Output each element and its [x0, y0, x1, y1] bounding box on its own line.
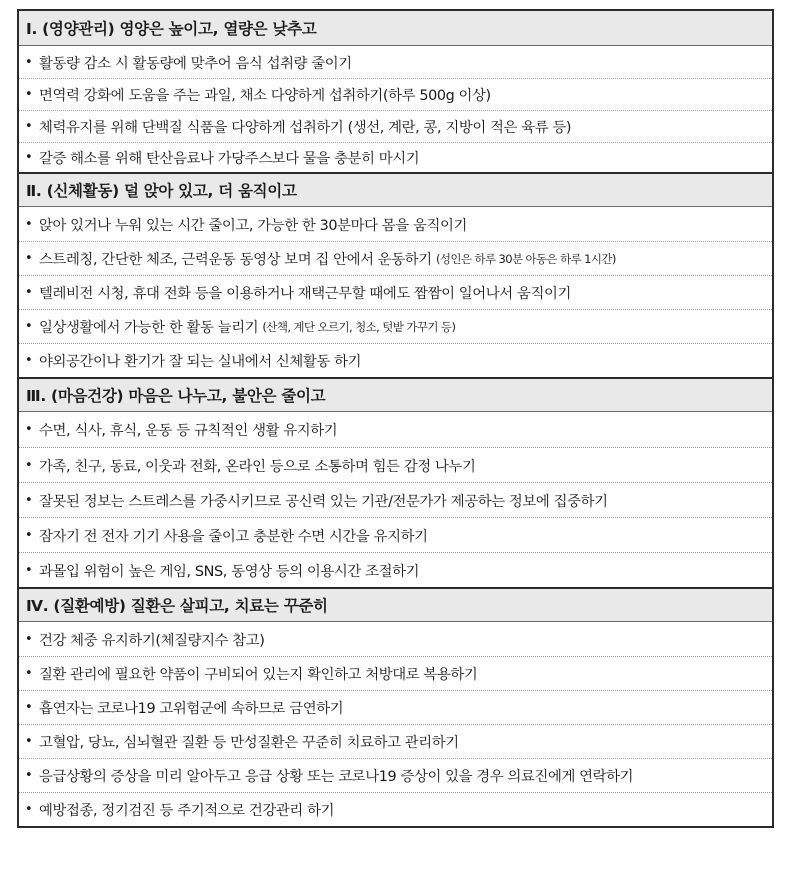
bullet-icon: •	[25, 700, 33, 715]
list-item: • 갈증 해소를 위해 탄산음료나 가당주스보다 물을 충분히 마시기	[19, 142, 772, 172]
section-title: Ⅱ. (신체활동) 덜 앉아 있고, 더 움직이고	[19, 172, 772, 207]
bullet-icon: •	[25, 353, 33, 368]
section-mental-health	[19, 377, 772, 587]
bullet-icon: •	[25, 119, 33, 134]
list-item: • 응급상황의 증상을 미리 알아두고 응급 상황 또는 코로나19 증상이 있을 경우 의료진에게 연락하기	[19, 758, 772, 792]
list-item: • 텔레비전 시청, 휴대 전화 등을 이용하거나 재택근무할 때에도 짬짬이 일어나서 움직이기	[19, 275, 772, 309]
bullet-icon: •	[25, 251, 33, 266]
list-item: • 체력유지를 위해 단백질 식품을 다양하게 섭취하기 (생선, 계란, 콩, 지방이 적은 육류 등)	[19, 110, 772, 142]
list-item: • 수면, 식사, 휴식, 운동 등 규칙적인 생활 유지하기	[25, 422, 338, 439]
item-note: (산책, 계단 오르기, 청소, 텃밭 가꾸기 등)	[262, 319, 456, 334]
section-nutrition	[19, 11, 772, 172]
list-item: • 면역력 강화에 도움을 주는 과일, 채소 다양하게 섭취하기(하루 500g 이상)	[19, 78, 772, 110]
bullet-icon: •	[25, 527, 33, 543]
bullet-icon: •	[25, 216, 33, 232]
section-disease-prevention	[19, 587, 772, 826]
guideline-table	[17, 9, 774, 828]
list-item: • 고혈압, 당뇨, 심뇌혈관 질환 등 만성질환은 꾸준히 치료하고 관리하기	[19, 724, 772, 758]
bullet-icon: •	[25, 802, 33, 817]
bullet-icon: •	[25, 150, 33, 165]
bullet-icon: •	[25, 285, 33, 300]
bullet-icon: •	[25, 87, 33, 102]
item-note: (성인은 하루 30분 아동은 하루 1시간)	[435, 251, 616, 266]
list-item: • 스트레칭, 간단한 체조, 근력운동 동영상 보며 집 안에서 운동하기 (성인은 하루 30분 아동은 하루 1시간)	[19, 241, 772, 275]
bullet-icon: •	[25, 54, 33, 70]
list-item: • 흡연자는 코로나19 고위험군에 속하므로 금연하기	[19, 690, 772, 724]
bullet-icon: •	[25, 666, 33, 681]
bullet-icon: •	[25, 562, 33, 578]
list-item: • 활동량 감소 시 활동량에 맞추어 음식 섭취량 줄이기	[25, 54, 352, 72]
bullet-icon: •	[25, 768, 33, 783]
list-item: • 잘못된 정보는 스트레스를 가중시키므로 공신력 있는 기관/전문가가 제공하는 정보에 집중하기	[19, 482, 772, 517]
bullet-icon: •	[25, 319, 33, 334]
section-title: Ⅳ. (질환예방) 질환은 살피고, 치료는 꾸준히	[19, 587, 772, 622]
list-item: • 예방접종, 정기검진 등 주기적으로 건강관리 하기	[19, 792, 772, 826]
list-item: • 건강 체중 유지하기(체질량지수 참고)	[25, 631, 265, 649]
section-physical-activity	[19, 172, 772, 377]
list-item: • 일상생활에서 가능한 한 활동 늘리기 (산책, 계단 오르기, 청소, 텃밭 가꾸기 등)	[19, 309, 772, 343]
list-item: • 질환 관리에 필요한 약품이 구비되어 있는지 확인하고 처방대로 복용하기	[19, 656, 772, 690]
bullet-icon: •	[25, 492, 33, 508]
list-item: • 잠자기 전 전자 기기 사용을 줄이고 충분한 수면 시간을 유지하기	[19, 517, 772, 552]
bullet-icon: •	[25, 631, 33, 647]
bullet-icon: •	[25, 734, 33, 749]
list-item: • 앉아 있거나 누워 있는 시간 줄이고, 가능한 한 30분마다 몸을 움직이기	[25, 216, 467, 234]
bullet-icon: •	[25, 457, 33, 473]
bullet-icon: •	[25, 422, 33, 437]
list-item: • 야외공간이나 환기가 잘 되는 실내에서 신체활동 하기	[19, 343, 772, 377]
section-title: Ⅰ. (영양관리) 영양은 높이고, 열량은 낮추고	[19, 11, 772, 46]
list-item: • 과몰입 위험이 높은 게임, SNS, 동영상 등의 이용시간 조절하기	[19, 552, 772, 587]
section-title: Ⅲ. (마음건강) 마음은 나누고, 불안은 줄이고	[19, 377, 772, 412]
list-item: • 가족, 친구, 동료, 이웃과 전화, 온라인 등으로 소통하며 힘든 감정 나누기	[19, 447, 772, 482]
